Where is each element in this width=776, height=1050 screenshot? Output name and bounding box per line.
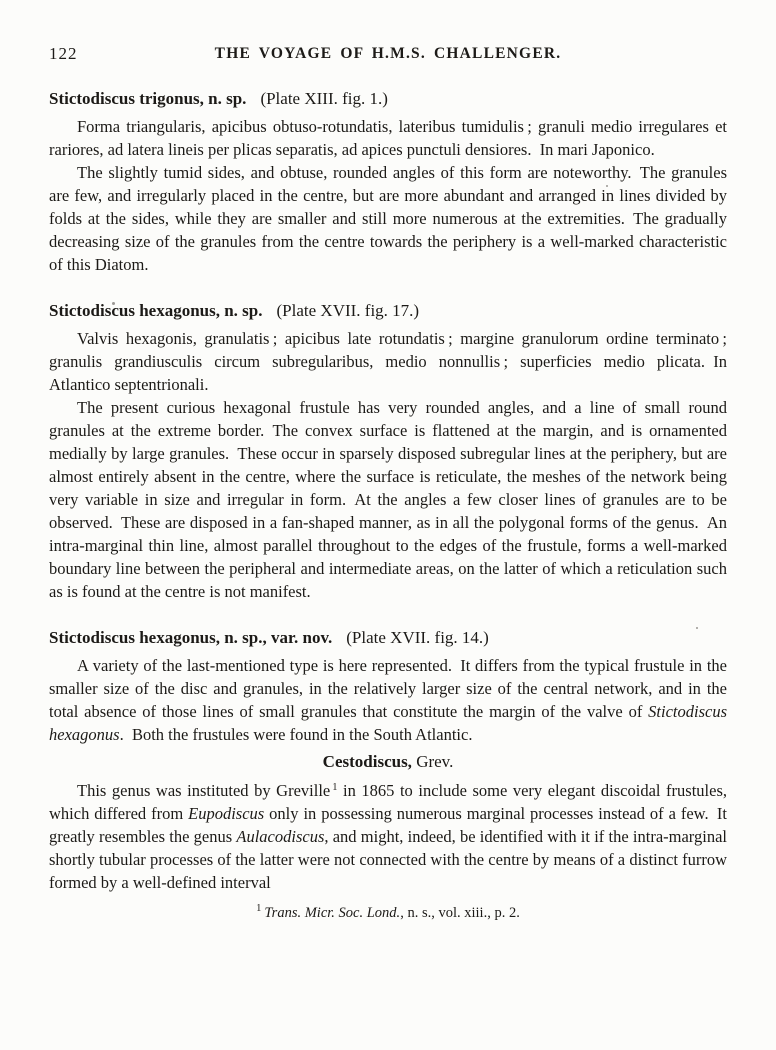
genus-name-italic: Eupodiscus <box>188 804 265 823</box>
page-content <box>49 44 727 922</box>
footnote-details: , n. s., vol. xiii., p. 2. <box>400 905 520 921</box>
species-heading <box>49 626 727 649</box>
running-header <box>49 44 727 64</box>
species-name-italic: Stictodiscus hexagonus <box>49 702 727 744</box>
species-section-trigonus <box>49 87 727 276</box>
footnote-marker: 1 <box>332 781 338 793</box>
species-description: The slightly tumid sides, and obtuse, rounded angles of this form are noteworthy. The granules are few, and irregularly placed in the centre, but are more abundant and arranged in lines divided by folds at the sides, while they are smaller and still more numerous at the extremities. The gradually decreasing size of the granules from the centre towards the periphery is a well-marked characteristic of this Diatom. <box>49 163 727 274</box>
species-heading <box>49 299 727 322</box>
description-text: A variety of the last-mentioned type is here represented. It differs from the typical frustule in the smaller size of the disc and granules, in the relatively larger size of the central network, and in the total absence of those lines of small granules that constitute the margin of the valve of <box>49 656 727 721</box>
species-section-hexagonus-var <box>49 626 727 746</box>
genus-section-cestodiscus <box>49 750 727 894</box>
latin-diagnosis: Valvis hexagonis, granulatis ; apicibus late rotundatis ; margine granulorum ordine terminato ; granulis grandiusculis circum subregularibus, medio nonnullis ; superficies medio plicata. In Atlantico septentrionali. <box>49 329 727 394</box>
plate-reference: (Plate XVII. fig. 17.) <box>276 301 420 320</box>
genus-description <box>49 779 727 894</box>
species-description: The present curious hexagonal frustule has very rounded angles, and a line of small round granules at the extreme border. The convex surface is flattened at the margin, and is ornamented medially by large granules. These occur in sparsely disposed subregular lines at the periphery, but are almost entirely absent in the centre, where the surface is reticulate, the meshes of the network being very variable in size and irregular in form. At the angles a few closer lines of granules are to be observed. These are disposed in a fan-shaped manner, as in all the polygonal forms of the genus. An intra-marginal thin line, almost parallel throughout to the edges of the frustule, forms a well-marked boundary line between the peripheral and intermediate areas, on the latter of which a reticulation such as is found at the centre is not manifest. <box>49 398 727 601</box>
footnote-source-italic: Trans. Micr. Soc. Lond. <box>264 905 401 921</box>
description-text: only in possessing numerous marginal processes instead of a few. It greatly resembles the genus <box>49 804 727 846</box>
description-text: in 1865 to include some very elegant discoidal frustules, which differed from <box>49 781 727 823</box>
genus-heading <box>49 750 727 773</box>
species-name: Stictodiscus hexagonus, n. sp., var. nov. <box>49 628 333 647</box>
species-heading <box>49 87 727 110</box>
page-number: 122 <box>49 44 78 63</box>
footnote <box>49 904 727 922</box>
plate-reference: (Plate XIII. fig. 1.) <box>260 89 388 108</box>
latin-diagnosis: Forma triangularis, apicibus obtuso-rotundatis, lateribus tumidulis ; granuli medio irregulares et rariores, ad latera lineis per plicas separatis, ad apices punctuli densiores. In mari Japonico. <box>49 117 727 159</box>
plate-reference: (Plate XVII. fig. 14.) <box>346 628 489 647</box>
footnote-marker: 1 <box>256 903 262 915</box>
description-text: This genus was instituted by Greville <box>77 781 331 800</box>
description-text: . Both the frustules were found in the South Atlantic. <box>119 725 473 744</box>
species-name: Stictodiscus trigonus, n. sp. <box>49 89 247 108</box>
species-description <box>49 654 727 746</box>
genus-name: Cestodiscus, <box>322 752 412 771</box>
species-section-hexagonus <box>49 299 727 603</box>
species-name: Stictodiscus hexagonus, n. sp. <box>49 301 263 320</box>
genus-authority: Grev. <box>411 752 454 771</box>
description-text: , and might, indeed, be identified with it if the intra-marginal shortly tubular processes of the latter were not connected with the centre by means of a distinct furrow formed by a well-defined interval <box>49 827 727 892</box>
running-title: THE VOYAGE OF H.M.S. CHALLENGER. <box>214 45 562 62</box>
genus-name-italic: Aulacodiscus <box>236 827 325 846</box>
